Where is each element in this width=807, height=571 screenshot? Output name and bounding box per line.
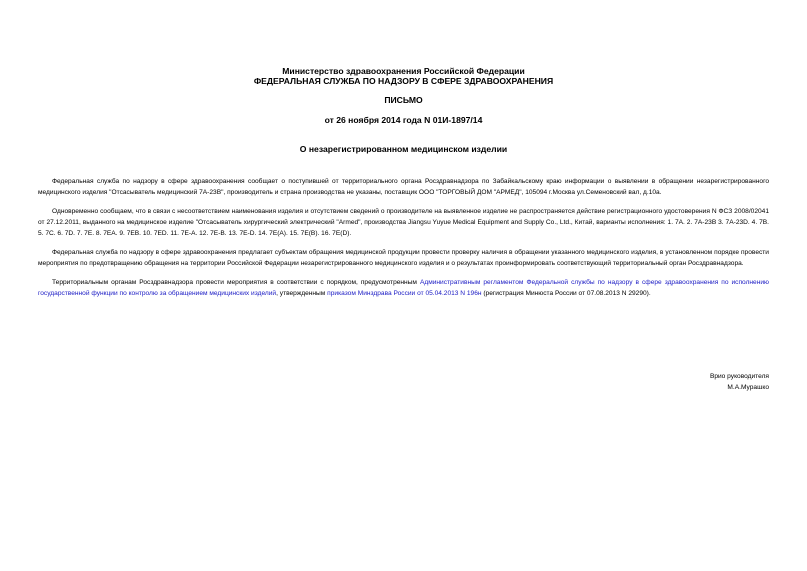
paragraph-3: Федеральная служба по надзору в сфере здравоохранения предлагает субъектам обращения медицинской продукции провести проверку наличия в обращении указанного медицинского изделия, в установленном порядке провести мероприятия по предотвращению обращения на территории Российской Федерации незарегистрированного медицинского изделия и о результатах проинформировать соответствующий территориальный орган Росздравнадзора. (38, 248, 769, 267)
paragraph-1: Федеральная служба по надзору в сфере здравоохранения сообщает о поступившей от территориального органа Росздравнадзора по Забайкальскому краю информации о выявлении в обращении незарегистрированного медицинского изделия "Отсасыватель медицинский 7А-23В", производитель и страна производства не указаны, поставщик ООО "ТОРГОВЫЙ ДОМ "АРМЕД", 105094 г.Москва ул.Семеновский вал, д.10а. (38, 178, 769, 196)
paragraph-4-mid: , утвержденным (276, 289, 328, 297)
service-name: ФЕДЕРАЛЬНАЯ СЛУЖБА ПО НАДЗОРУ В СФЕРЕ ЗДРАВООХРАНЕНИЯ (253, 76, 554, 86)
signature-block (710, 372, 769, 393)
document-date-number: от 26 ноября 2014 года N 01И-1897/14 (324, 115, 483, 125)
signatory-position: Врио руководителя (709, 373, 769, 380)
document-type: ПИСЬМО (384, 95, 423, 105)
paragraph-4-end: (регистрация Минюста России от 07.08.2013 N 29290). (481, 289, 651, 297)
regulation-link[interactable]: Административным регламентом Федеральной службы по надзору в сфере здравоохранения по исполнению государственной функции по контролю за обращением медицинских изделий (38, 279, 769, 297)
order-link[interactable]: приказом Минздрава России от 05.04.2013 N 196н (327, 289, 482, 297)
paragraph-4 (38, 278, 769, 300)
document-header (38, 66, 769, 86)
signatory-name: М.А.Мурашко (727, 383, 769, 391)
paragraph-4-start: Территориальным органам Росздравнадзора провести мероприятия в соответствии с порядком, предусмотренным (52, 279, 420, 287)
ministry-name: Министерство здравоохранения Российской Федерации (282, 66, 525, 76)
document-subject: О незарегистрированном медицинском изделии (299, 144, 508, 154)
document-body (38, 177, 769, 300)
document-page (38, 66, 769, 391)
paragraph-2: Одновременно сообщаем, что в связи с несоответствием наименования изделия и отсутствием сведений о производителе на выявленное изделие не распространяется действие регистрационного удостоверения N ФСЗ 2008/02041 от 27.12.2011, выданного на медицинское изделие "Отсасыватель хирургический электрический "Armed", производства Jiangsu Yuyue Medical Equipment and Supply Co., Ltd., Китай, варианты исполнения: 1. 7А. 2. 7А-23В 3. 7А-23D. 4. 7В. 5. 7С. 6. 7D. 7. 7Е. 8. 7ЕА. 9. 7ЕВ. 10. 7ЕD. 11. 7Е-А. 12. 7Е-В. 13. 7Е-D. 14. 7Е(А). 15. 7Е(В). 16. 7Е(D). (38, 208, 769, 237)
